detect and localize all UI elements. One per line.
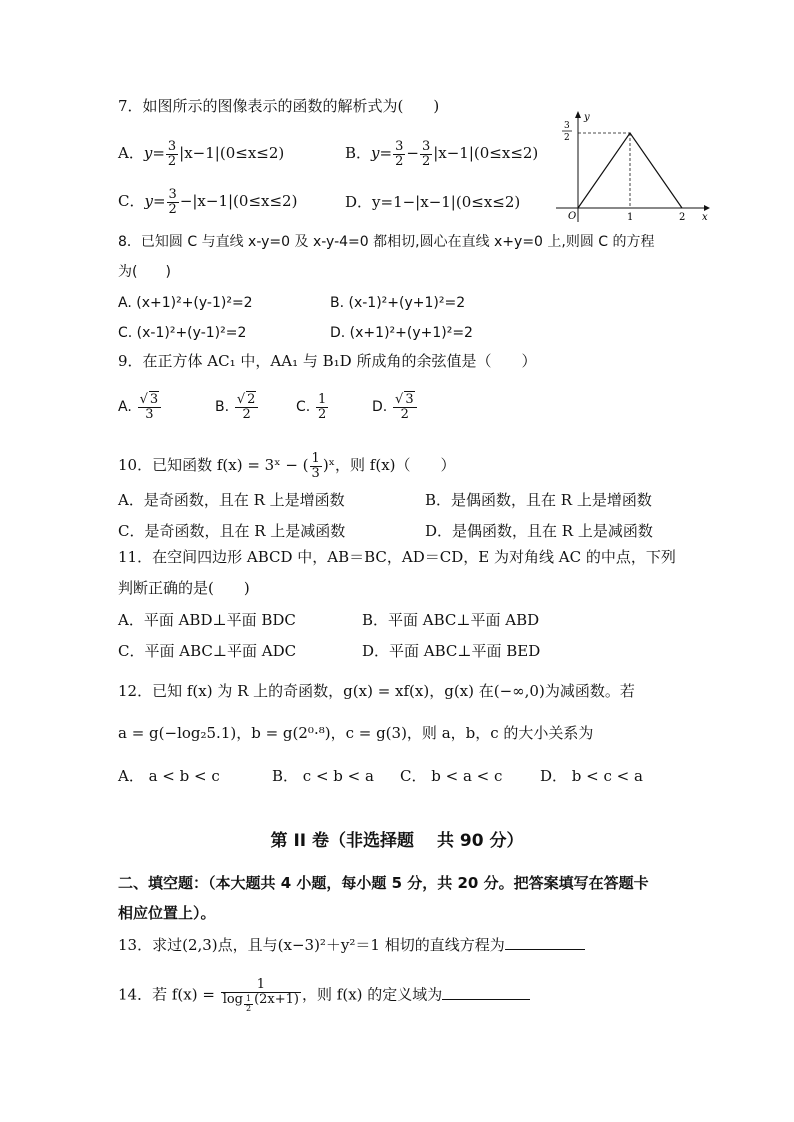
q7-option-a-label: A． bbox=[118, 144, 144, 163]
q7-option-b-label: B． bbox=[345, 144, 372, 163]
q7-option-a-fraction: $\frac{3}{2}$ bbox=[167, 139, 177, 169]
q7-graph-x-label: x bbox=[702, 212, 708, 223]
section2-heading-line-2: 相应位置上）。 bbox=[118, 904, 216, 922]
q7-graph-y-tick-num: 3 bbox=[564, 121, 570, 131]
part2-heading: 第 II 卷（非选择题 共 90 分） bbox=[270, 831, 524, 851]
q7-stem: 7．如图所示的图像表示的函数的解析式为( ) bbox=[118, 97, 440, 115]
q8-option-b[interactable]: B. (x-1)²+(y+1)²=2 bbox=[330, 295, 466, 311]
q8-stem-line-2: 为( ) bbox=[118, 264, 171, 280]
q9-option-c-fraction: $\frac{1}{2}$ bbox=[318, 392, 327, 422]
q11-stem-line-1: 11．在空间四边形 ABCD 中，AB＝BC，AD＝CD，E 为对角线 AC 的中点，下列 bbox=[118, 548, 676, 566]
q7-option-d-text: y=1−|x−1|(0≤x≤2) bbox=[372, 193, 521, 211]
q7-graph-y-arrow bbox=[575, 111, 581, 118]
q12-option-c[interactable]: C． b < a < c bbox=[400, 767, 503, 785]
q9-option-d-label: D. bbox=[372, 399, 388, 416]
q9-option-b[interactable] bbox=[215, 393, 259, 421]
q7-graph-x-tick-2: 2 bbox=[679, 212, 686, 223]
q7-option-a-pre: y= bbox=[143, 144, 165, 163]
q11-option-c[interactable]: C．平面 ABC⊥平面 ADC bbox=[118, 642, 297, 660]
q9-option-d[interactable] bbox=[372, 393, 418, 421]
q7-option-d[interactable] bbox=[345, 192, 520, 212]
q7-option-b-post: |x−1|(0≤x≤2) bbox=[433, 144, 539, 163]
q7-option-c-fraction: $\frac{3}{2}$ bbox=[168, 187, 177, 217]
q7-function-graph bbox=[552, 108, 712, 224]
q7-option-b-pre: y= bbox=[371, 144, 393, 163]
q10-option-a[interactable]: A．是奇函数，且在 R 上是增函数 bbox=[118, 491, 345, 509]
q8-option-c[interactable]: C. (x-1)²+(y-1)²=2 bbox=[118, 325, 247, 341]
q10-stem-post: )ˣ，则 f(x)（ ） bbox=[322, 456, 456, 475]
q12-option-d[interactable]: D． b < c < a bbox=[540, 767, 643, 785]
q9-option-b-label: B. bbox=[215, 399, 230, 416]
q7-graph-origin-label: O bbox=[568, 211, 577, 222]
q11-option-a[interactable]: A．平面 ABD⊥平面 BDC bbox=[118, 611, 296, 629]
q7-option-b-fraction-2: $\frac{3}{2}$ bbox=[421, 139, 431, 169]
q9-option-b-fraction: $\frac{√ 2}{2}$ bbox=[235, 393, 259, 421]
q12-option-b[interactable]: B． c < b < a bbox=[272, 767, 374, 785]
q9-option-a-fraction: $\frac{√ 3}{3}$ bbox=[138, 393, 162, 421]
q10-stem-fraction: $\frac{1}{3}$ bbox=[311, 451, 320, 481]
q14-pre: 14．若 f(x) = bbox=[118, 985, 220, 1004]
q8-option-a[interactable]: A. (x+1)²+(y-1)²=2 bbox=[118, 295, 253, 311]
q7-graph-x-tick-1: 1 bbox=[627, 212, 634, 223]
q7-option-d-label: D． bbox=[345, 193, 373, 211]
q7-option-c[interactable] bbox=[118, 188, 297, 216]
q11-option-d[interactable]: D．平面 ABC⊥平面 BED bbox=[362, 642, 541, 660]
q11-option-b[interactable]: B．平面 ABC⊥平面 ABD bbox=[362, 611, 540, 629]
q7-option-c-pre: y= bbox=[144, 192, 166, 211]
q10-stem-pre: 10．已知函数 f(x) = 3ˣ − ( bbox=[118, 456, 309, 475]
q14-fraction: 1 log $_{\frac{1}{2}}$ (2x+1) bbox=[222, 977, 300, 1013]
q8-option-d[interactable]: D. (x+1)²+(y+1)²=2 bbox=[330, 325, 473, 341]
q13-stem bbox=[118, 935, 585, 955]
q10-option-b[interactable]: B．是偶函数，且在 R 上是增函数 bbox=[425, 491, 652, 509]
q12-stem-line-1: 12．已知 f(x) 为 R 上的奇函数，g(x) = xf(x)，g(x) 在(−∞,0)为减函数。若 bbox=[118, 682, 635, 700]
q9-option-a[interactable] bbox=[118, 393, 162, 421]
q7-option-b[interactable] bbox=[345, 140, 538, 168]
q13-answer-blank[interactable] bbox=[505, 935, 585, 950]
q7-option-b-fraction-1: $\frac{3}{2}$ bbox=[395, 139, 404, 169]
q12-option-a[interactable]: A． a < b < c bbox=[118, 767, 220, 785]
q10-option-d[interactable]: D．是偶函数，且在 R 上是减函数 bbox=[425, 522, 653, 540]
q7-option-a-post: |x−1|(0≤x≤2) bbox=[179, 144, 285, 163]
q7-option-a[interactable] bbox=[118, 140, 284, 168]
q8-stem-line-1: 8．已知圆 C 与直线 x-y=0 及 x-y-4=0 都相切,圆心在直线 x+y=0 上,则圆 C 的方程 bbox=[118, 234, 655, 250]
q9-option-c-label: C. bbox=[296, 399, 311, 416]
q14-stem bbox=[118, 978, 530, 1013]
q7-graph-y-tick-den: 2 bbox=[564, 133, 570, 143]
section2-heading-line-1: 二、填空题：（本大题共 4 小题，每小题 5 分，共 20 分。把答案填写在答题卡 bbox=[118, 874, 649, 892]
q14-answer-blank[interactable] bbox=[442, 985, 530, 1000]
q10-stem bbox=[118, 452, 456, 480]
q7-option-b-mid: − bbox=[406, 144, 419, 163]
q14-post: ，则 f(x) 的定义域为 bbox=[302, 985, 443, 1004]
q10-option-c[interactable]: C．是奇函数，且在 R 上是减函数 bbox=[118, 522, 346, 540]
q9-option-a-label: A. bbox=[118, 399, 132, 416]
q11-stem-line-2: 判断正确的是( ) bbox=[118, 579, 250, 597]
q9-option-c[interactable] bbox=[296, 393, 329, 421]
q9-stem: 9．在正方体 AC₁ 中，AA₁ 与 B₁D 所成角的余弦值是（ ） bbox=[118, 352, 537, 370]
q12-stem-line-2: a = g(−log₂5.1)，b = g(2⁰·⁸)，c = g(3)，则 a，b，c 的大小关系为 bbox=[118, 724, 594, 742]
q7-option-c-post: −|x−1|(0≤x≤2) bbox=[179, 192, 298, 211]
q7-option-c-label: C． bbox=[118, 192, 145, 211]
q7-graph-y-label: y bbox=[584, 112, 590, 123]
q13-text: 13．求过(2,3)点，且与(x−3)²＋y²＝1 相切的直线方程为 bbox=[118, 936, 505, 954]
q7-graph-x-arrow bbox=[704, 205, 710, 211]
q9-option-d-fraction: $\frac{√ 3}{2}$ bbox=[393, 393, 417, 421]
